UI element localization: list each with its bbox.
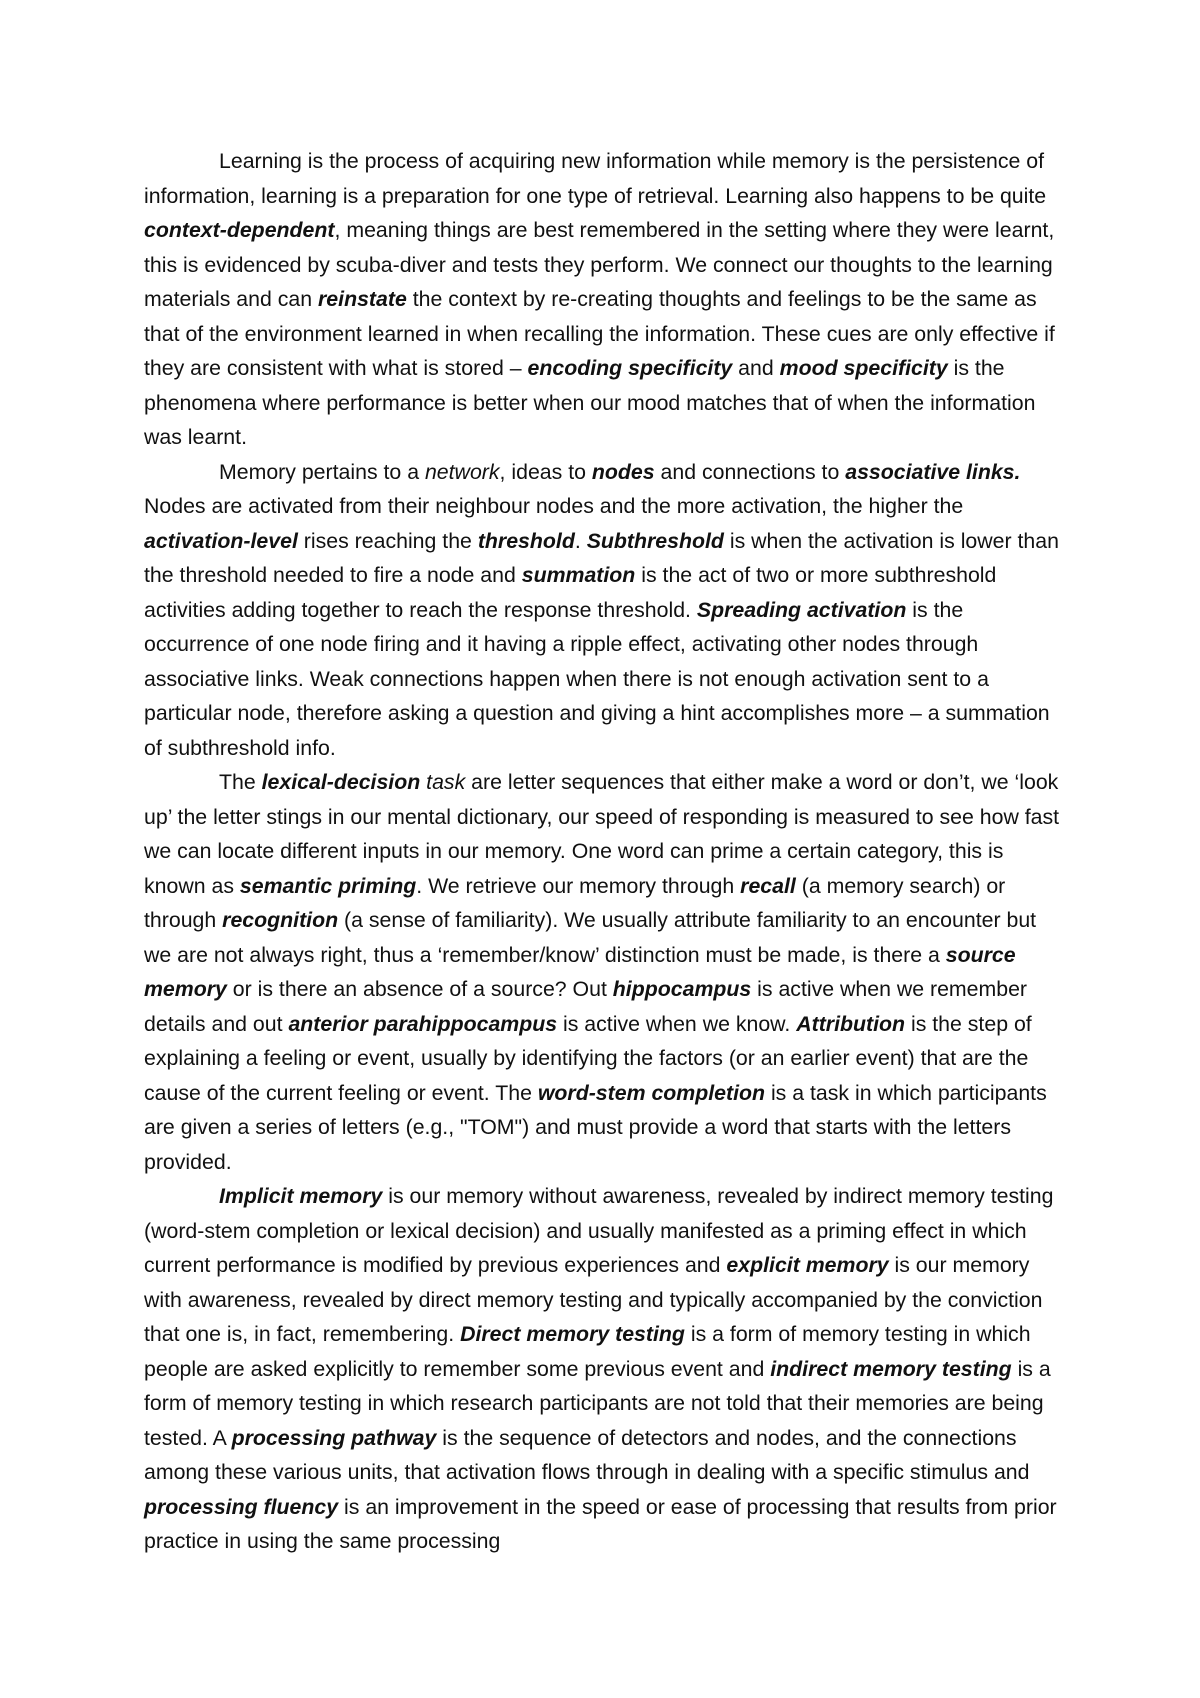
- paragraph-learning-context: Learning is the process of acquiring new information while memory is the persistence of information, learning is a preparation for one type of retrieval. Learning also happens to be quite context-dependent, meaning things are best remembered in the setting where they were learnt, this is evidenced by scuba-diver and tests they perform. We connect our thoughts to the learning materials and can reinstate the context by re-creating thoughts and feelings to be the same as that of the environment learned in when recalling the information. These cues are only effective if they are consistent with what is stored – encoding specificity and mood specificity is the phenomena where performance is better when our mood matches that of when the information was learnt.: [144, 149, 1055, 449]
- term-spreading-activation: Spreading activation: [696, 597, 907, 622]
- term-processing-fluency: processing fluency: [144, 1494, 339, 1519]
- term-word-stem-completion: word-stem completion: [537, 1080, 766, 1105]
- term-encoding-specificity: encoding specificity: [527, 356, 733, 380]
- term-threshold: threshold: [477, 528, 575, 553]
- term-activation-level: activation-level: [144, 528, 298, 553]
- term-indirect-memory-testing: indirect memory testing: [770, 1356, 1012, 1381]
- paragraph-lexical-decision: The lexical-decision task are letter sequences that either make a word or don’t, we ‘look up’ the letter stings in our mental dictionary, our speed of responding is measured to see how fast we can locate different inputs in our memory. One word can prime a certain category, this is known as semantic priming. We retrieve our memory through recall (a memory search) or through recognition (a sense of familiarity). We usually attribute familiarity to an encounter but we are not always right, thus a ‘remember/know’ distinction must be made, is there a source memory or is there an absence of a source? Out hippocampus is active when we remember details and out anterior parahippocampus is active when we know. Attribution is the step of explaining a feeling or event, usually by identifying the factors (or an earlier event) that are the cause of the current feeling or event. The word-stem completion is a task in which participants are given a series of letters (e.g., "TOM") and must provide a word that starts with the letters provided.: [144, 770, 1060, 1174]
- document-page: [144, 144, 1064, 1559]
- term-task: task: [426, 770, 466, 794]
- term-network: network: [424, 459, 500, 484]
- term-explicit-memory: explicit memory: [726, 1253, 889, 1277]
- term-source-memory: source memory: [144, 942, 1016, 1001]
- term-implicit-memory: Implicit memory: [219, 1184, 383, 1208]
- term-reinstate: reinstate: [318, 287, 407, 311]
- term-hippocampus: hippocampus: [612, 977, 752, 1001]
- term-associative-links: associative links.: [845, 459, 1021, 484]
- term-semantic-priming: semantic priming: [239, 873, 417, 898]
- term-lexical-decision: lexical-decision: [261, 770, 421, 794]
- term-processing-pathway: processing pathway: [231, 1425, 437, 1450]
- term-anterior-parahippocampus: anterior parahippocampus: [288, 1011, 558, 1036]
- term-nodes: nodes: [591, 459, 655, 484]
- paragraph-implicit-memory: Implicit memory is our memory without awareness, revealed by indirect memory testing (word-stem completion or lexical decision) and usually manifested as a priming effect in which current performance is modified by previous experiences and explicit memory is our memory with awareness, revealed by direct memory testing and typically accompanied by the conviction that one is, in fact, remembering. Direct memory testing is a form of memory testing in which people are asked explicitly to remember some previous event and indirect memory testing is a form of memory testing in which research participants are not told that their memories are being tested. A processing pathway is the sequence of detectors and nodes, and the connections among these various units, that activation flows through in dealing with a specific stimulus and processing fluency is an improvement in the speed or ease of processing that results from prior practice in using the same processing: [144, 1184, 1057, 1553]
- term-recognition: recognition: [222, 908, 339, 932]
- term-subthreshold: Subthreshold: [586, 528, 724, 553]
- term-recall: recall: [740, 873, 796, 898]
- term-attribution: Attribution: [796, 1011, 906, 1036]
- term-direct-memory-testing: Direct memory testing: [460, 1322, 685, 1346]
- paragraph-memory-network: Memory pertains to a network, ideas to nodes and connections to associative links. Nodes are activated from their neighbour nodes and the more activation, the higher the activation-level rises reaching the threshold. Subthreshold is when the activation is lower than the threshold needed to fire a node and summation is the act of two or more subthreshold activities adding together to reach the response threshold. Spreading activation is the occurrence of one node firing and it having a ripple effect, activating other nodes through associative links. Weak connections happen when there is not enough activation sent to a particular node, therefore asking a question and giving a hint accomplishes more – a summation of subthreshold info.: [144, 459, 1059, 760]
- term-mood-specificity: mood specificity: [779, 356, 948, 380]
- term-context-dependent: context-dependent: [144, 218, 335, 242]
- term-summation: summation: [521, 563, 636, 587]
